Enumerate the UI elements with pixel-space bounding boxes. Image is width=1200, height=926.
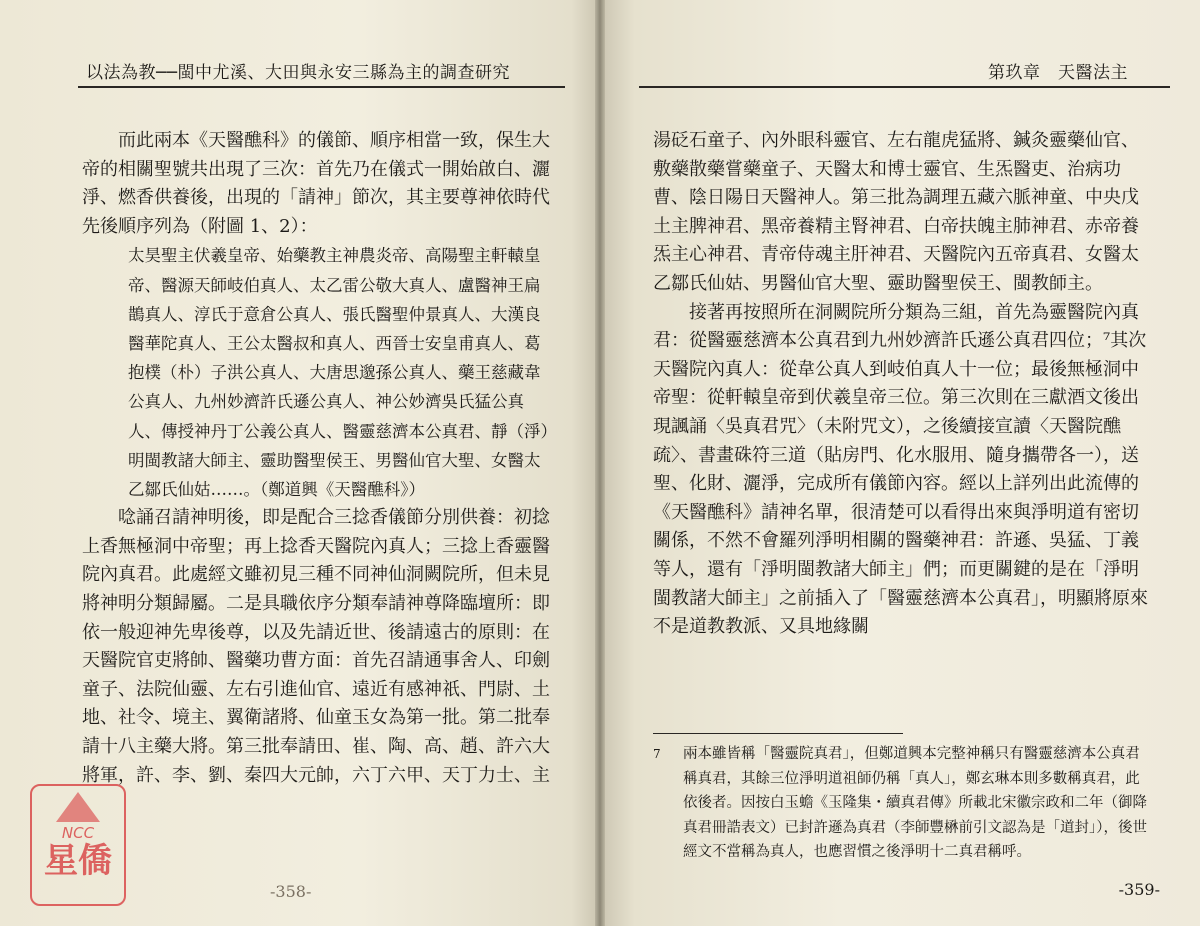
right-page (605, 0, 1200, 926)
watermark-stamp (30, 784, 126, 906)
left-paragraph-1: 而此兩本《天醫醮科》的儀節、順序相當一致，保生大帝的相關聖號共出現了三次：首先乃在儀式一開始啟白、灑淨、燃香供養後，出現的「請神」節次，其主要尊神依時代先後順序列為（附圖 1、2）： (82, 130, 550, 237)
left-page (0, 0, 595, 926)
watermark-text-bottom: 星僑 (44, 841, 112, 881)
footnote-rule (653, 733, 903, 734)
right-paragraph-2: 接著再按照所在洞闕院所分類為三組，首先為靈醫院內真君：從醫靈慈濟本公真君到九州妙濟許氏遜公真君四位；⁷其次天醫院內真人：從韋公真人到岐伯真人十一位；最後無極洞中帝聖：從軒轅皇帝到伏羲皇帝三位。第三次則在三獻酒文後出現諷誦〈吳真君咒〉（未附咒文），之後續接宣讀〈天醫院醮疏〉、書畫硃符三道（貼房門、化水服用、隨身攜帶各一），送聖、化財、灑淨，完成所有儀節內容。經以上詳列出此流傳的《天醫醮科》請神名單，很清楚可以看得出來與淨明道有密切關係，不然不會羅列淨明相關的醫藥神君：許遜、吳猛、丁義等人，還有「淨明閩教諸大師主」們；而更關鍵的是在「淨明閩教諸大師主」之前插入了「醫靈慈濟本公真君」，明顯將原來不是道教教派、又具地緣關 (653, 301, 1148, 638)
right-header-rule (639, 86, 1170, 88)
footnote-text: 兩本雖皆稱「醫靈院真君」，但鄭道興本完整神稱只有醫靈慈濟本公真君稱真君，其餘三位淨明道祖師仍稱「真人」，鄭玄琳本則多數稱真君，此依後者。因按白玉蟾《玉隆集・續真君傳》所載北宋徽宗政和二年（御降真君冊誥表文）已封許遜為真君（李師豐楙前引文認為是「道封」），後世經文不當稱為真人，也應習慣之後淨明十二真君稱呼。 (683, 746, 1147, 860)
footnote (653, 742, 1153, 865)
left-body-text (82, 127, 552, 790)
watermark-text-top: NCC (61, 824, 95, 842)
right-paragraph-1: 湯砭石童子、內外眼科靈官、左右龍虎猛將、鍼灸靈藥仙官、敷藥散藥嘗藥童子、天醫太和博士靈官、生炁醫吏、治病功曹、陰日陽日天醫神人。第三批為調理五藏六脈神童、中央戊土主脾神君、黑帝養精主腎神君、白帝扶魄主肺神君、赤帝養炁主心神君、青帝侍魂主肝神君、天醫院內五帝真君、女醫太乙鄒氏仙姑、男醫仙官大聖、靈助醫聖侯王、閩教師主。 (653, 130, 1139, 294)
book-gutter (595, 0, 605, 926)
left-running-header: 以法為教──閩中尤溪、大田與永安三縣為主的調查研究 (86, 63, 510, 83)
left-page-number: -358- (270, 882, 312, 901)
right-page-number: -359- (1118, 880, 1160, 899)
right-body-text (653, 127, 1148, 642)
left-paragraph-2: 唸誦召請神明後，即是配合三捻香儀節分別供養：初捻上香無極洞中帝聖；再上捻香天醫院內真人；三捻上香靈醫院內真君。此處經文雖初見三種不同神仙洞闕院所，但未見將神明分類歸屬。二是具職依序分類奉請神尊降臨壇所：即依一般迎神先卑後尊，以及先請近世、後請遠古的原則：在天醫院官吏將帥、醫藥功曹方面：首先召請通事舍人、印劍童子、法院仙靈、左右引進仙官、遠近有感神祇、門尉、土地、社令、境主、翼衛諸將、仙童玉女為第一批。第二批奉請十八主藥大將。第三批奉請田、崔、陶、高、趙、許六大將軍，許、李、劉、秦四大元帥，六丁六甲、天丁力士、主 (82, 507, 550, 786)
invocation-quote: 太昊聖主伏羲皇帝、始藥教主神農炎帝、高陽聖主軒轅皇帝、醫源天師岐伯真人、太乙雷公敬大真人、盧醫神王扁鵲真人、淳氏于意倉公真人、張氏醫聖仲景真人、大漢良醫華陀真人、王公太醫叔和真人、西晉士安皇甫真人、葛抱樸（朴）子洪公真人、大唐思邈孫公真人、藥王慈藏韋公真人、九州妙濟許氏遜公真人、神公妙濟吳氏猛公真人、傳授神丹丁公義公真人、醫靈慈濟本公真君、靜（淨）明閩教諸大師主、靈助醫聖侯王、男醫仙官大聖、女醫太乙鄒氏仙姑……。（鄭道興《天醫醮科》） (128, 246, 549, 499)
left-header-rule (78, 86, 565, 88)
footnote-number: 7 (653, 747, 661, 761)
house-logo-icon (56, 792, 100, 822)
right-running-header: 第玖章 天醫法主 (988, 63, 1128, 83)
